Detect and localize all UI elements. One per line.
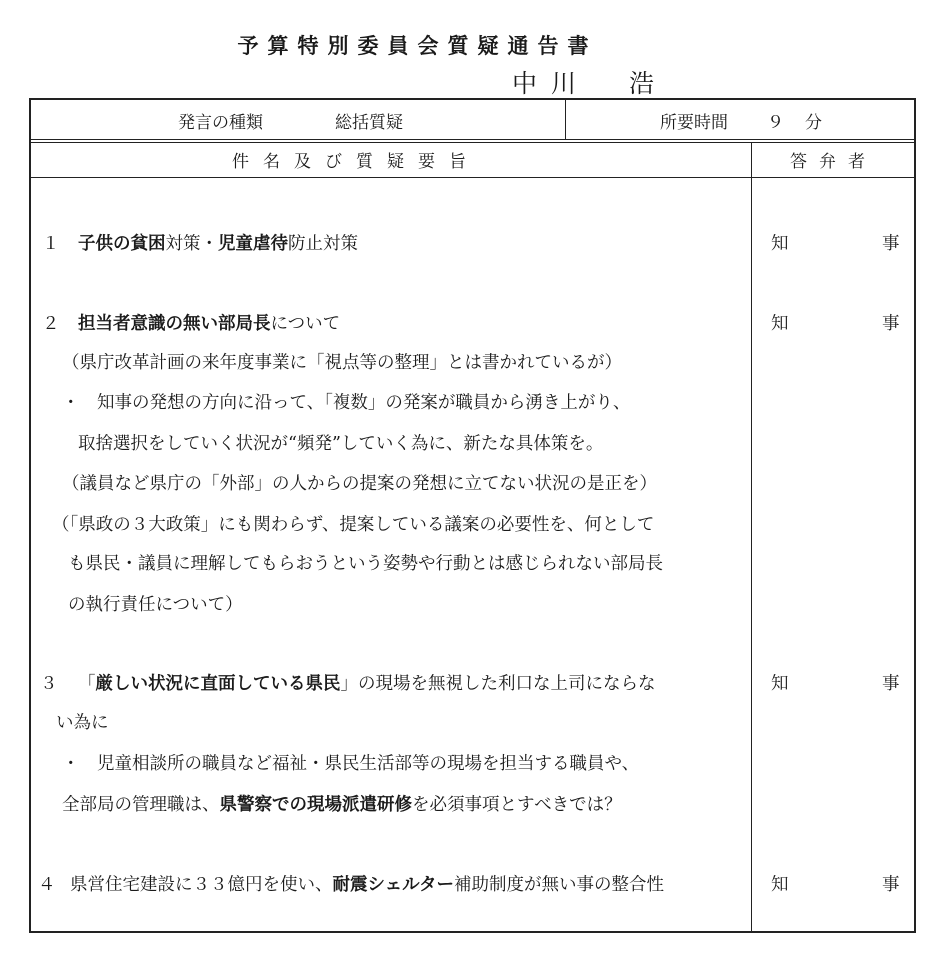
speech-type-label: 発言の種類 [178, 113, 263, 133]
emphasized-text: 県警察での現場派遣研修 [219, 795, 412, 815]
item-text-line: 県営住宅建設に３３億円を使い、耐震シェルター補助制度が無い事の整合性 [70, 875, 664, 895]
respondent-second-char: 事 [882, 674, 900, 694]
item-number: １ [42, 234, 60, 254]
item-text-line: ・ 知事の発想の方向に沿って、「複数」の発案が職員から湧き上がり、 [62, 393, 631, 413]
item-number: ４ [38, 875, 56, 895]
respondent-column-header: 答弁者 [790, 152, 877, 172]
emphasized-text: 児童虐待 [218, 234, 288, 254]
item-number: ２ [42, 314, 60, 334]
respondent-first-char: 知 [771, 875, 789, 895]
item-text-line: い為に [56, 713, 109, 733]
item-text-line: 「厳しい状況に直面している県民」の現場を無視した利口な上司にならな [78, 674, 656, 694]
respondent-second-char: 事 [882, 314, 900, 334]
item-text-line: 取捨選択をしていく状況が“頻発”していく為に、新たな具体策を。 [78, 434, 604, 454]
emphasized-text: 耐震シェルター [332, 875, 454, 895]
item-text-line: ・ 児童相談所の職員など福祉・県民生活部等の現場を担当する職員や、 [62, 754, 640, 774]
item-text-line: （県庁改革計画の来年度事業に「視点等の整理」とは書かれているが） [62, 353, 622, 373]
speech-type-value: 総括質疑 [335, 113, 403, 133]
item-text-line: 担当者意識の無い部局長について [78, 314, 341, 334]
respondent-first-char: 知 [771, 314, 789, 334]
respondent-first-char: 知 [771, 234, 789, 254]
respondent-second-char: 事 [882, 234, 900, 254]
item-text-line: （議員など県庁の「外部」の人からの提案の発想に立てない状況の是正を） [62, 474, 657, 494]
emphasized-text: 子供の貧困 [78, 234, 166, 254]
header-divider-double [30, 142, 915, 143]
author-name: 中川 浩 [512, 69, 669, 98]
emphasized-text: 厳しい状況に直面している県民 [95, 674, 341, 694]
respondent-first-char: 知 [771, 674, 789, 694]
item-text-line: も県民・議員に理解してもらおうという姿勢や行動とは感じられない部局長 [68, 554, 663, 574]
header-split-line [565, 100, 566, 140]
respondent-second-char: 事 [882, 875, 900, 895]
respondent-column-line [751, 143, 752, 933]
time-value: ９ [767, 113, 784, 133]
subject-column-header: 件名及び質疑要旨 [232, 152, 480, 172]
time-label: 所要時間 [660, 113, 728, 133]
item-text-line: 全部局の管理職は、県警察での現場派遣研修を必須事項とすべきでは？ [62, 795, 622, 815]
emphasized-text: 担当者意識の無い部局長 [78, 314, 271, 334]
item-text-line: の執行責任について） [68, 595, 243, 615]
item-text-line: （「県政の３大政策」にも関わらず、提案している議案の必要性を、何として [52, 515, 655, 535]
header-divider [30, 139, 915, 140]
time-unit: 分 [805, 113, 822, 133]
column-header-divider [30, 177, 915, 178]
document-title: 予算特別委員会質疑通告書 [237, 34, 598, 58]
item-number: ３ [40, 674, 58, 694]
item-text-line: 子供の貧困対策・児童虐待防止対策 [78, 234, 358, 254]
